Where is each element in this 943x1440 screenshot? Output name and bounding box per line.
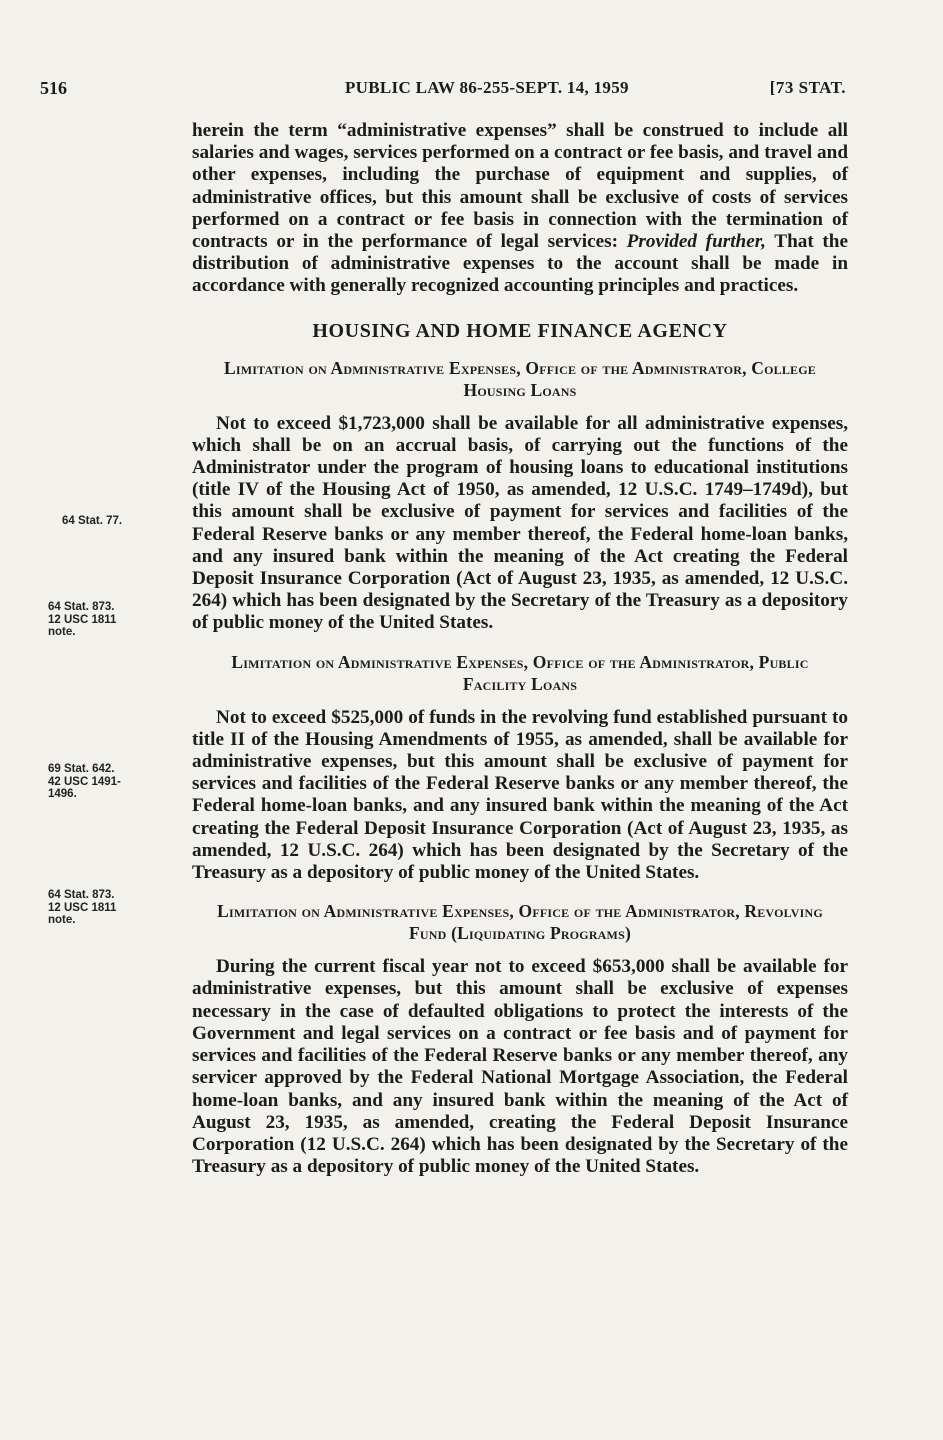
margin-note: 64 Stat. 77. [62,515,123,527]
section-body: Not to exceed $525,000 of funds in the revolving fund established pursuant to title II of the Housing Amendments of 1955, as amended, shall be available for administrative expenses, but this amount shall be exclusive of payment for services and facilities of the Federal Reserve banks or any member thereof, the Federal home-loan banks, and any insured bank within the meaning of the Act creating the Federal Deposit Insurance Corporation (Act of August 23, 1935, as amended, 12 U.S.C. 264) which has been designated by the Secretary of the Treasury as a depository of public money of the United States. [192,706,848,884]
intro-paragraph [192,120,848,298]
document-body [192,120,848,1178]
running-title: PUBLIC LAW 86-255-SEPT. 14, 1959 [345,78,629,97]
proviso-italic: Provided further, [626,231,766,253]
section-body: During the current fiscal year not to exceed $653,000 shall be available for administrative expenses, but this amount shall be exclusive of expenses necessary in the case of defaulted obligations to protect the interests of the Government and legal services on a contract or fee basis and of payment for services and facilities of the Federal Reserve banks or any member thereof, any servicer approved by the Federal National Mortgage Association, the Federal home-loan banks, and any insured bank within the meaning of the Act of August 23, 1935, as amended, creating the Federal Deposit Insurance Corporation (12 U.S.C. 264) which has been designated by the Secretary of the Treasury as a depository of public money of the United States. [192,956,848,1178]
margin-note: 69 Stat. 642. 42 USC 1491- 1496. [48,763,121,800]
intro-text-continued: That the distribution of administrative expenses to the account shall be made in accordance with generally recognized accounting principles and practices. [192,231,848,297]
page-number: 516 [40,78,67,98]
section-heading: Limitation on Administrative Expenses, Office of the Administrator, College Housing Loans [224,357,816,400]
volume-reference: [73 STAT. [769,78,846,97]
intro-text: herein the term “administrative expenses” shall be construed to include all salaries and wages, services performed on a contract or fee basis, and travel and other expenses, including the purchase of equipment and supplies, of administrative offices, but this amount shall be exclusive of costs of services performed on a contract or fee basis in connection with the termination of contracts or in the performance of legal services: [192,120,848,253]
section-heading: Limitation on Administrative Expenses, Office of the Administrator, Public Facility Loans [231,651,809,694]
page-header [40,78,846,102]
section-heading: Limitation on Administrative Expenses, Office of the Administrator, Revolving Fund (Liquidating Programs) [217,901,823,944]
agency-heading: HOUSING AND HOME FINANCE AGENCY [312,319,728,342]
margin-note: 64 Stat. 873. 12 USC 1811 note. [48,601,117,638]
section-body: Not to exceed $1,723,000 shall be available for all administrative expenses, which shall be on an accrual basis, of carrying out the functions of the Administrator under the program of housing loans to educational institutions (title IV of the Housing Act of 1950, as amended, 12 U.S.C. 1749–1749d), but this amount shall be exclusive of payment for services and facilities of the Federal Reserve banks or any member thereof, the Federal home-loan banks, and any insured bank within the meaning of the Act creating the Federal Deposit Insurance Corporation (Act of August 23, 1935, as amended, 12 U.S.C. 264) which has been designated by the Secretary of the Treasury as a depository of public money of the United States. [192,412,848,634]
margin-note: 64 Stat. 873. 12 USC 1811 note. [48,889,117,926]
